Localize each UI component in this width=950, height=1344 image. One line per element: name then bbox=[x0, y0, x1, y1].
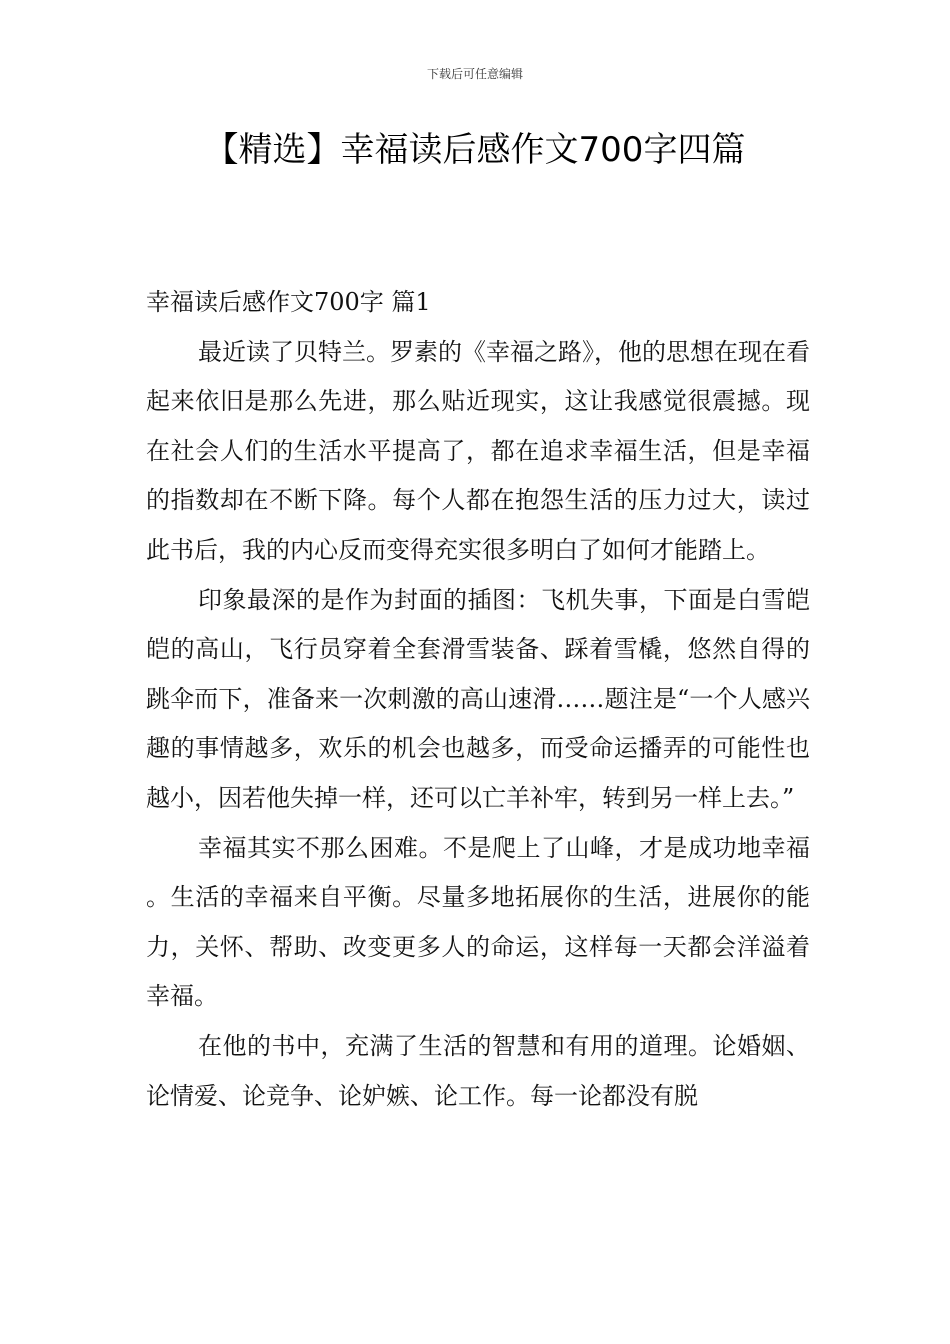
paragraph-4: 在他的书中，充满了生活的智慧和有用的道理。论婚姻、论情爱、论竞争、论妒嫉、论工作。每一论都没有脱 bbox=[146, 1031, 810, 1110]
document-body bbox=[146, 278, 810, 1121]
paragraph-3: 幸福其实不那么困难。不是爬上了山峰，才是成功地幸福。生活的幸福来自平衡。尽量多地拓展你的生活，进展你的能力，关怀、帮助、改变更多人的命运，这样每一天都会洋溢着幸福。 bbox=[146, 833, 810, 1011]
header-note: 下载后可任意编辑 bbox=[426, 67, 523, 81]
document-title: 【精选】幸福读后感作文700字四篇 bbox=[204, 130, 746, 170]
paragraph-1: 最近读了贝特兰。罗素的《幸福之路》，他的思想在现在看起来依旧是那么先进，那么贴近现实，这让我感觉很震撼。现在社会人们的生活水平提高了，都在追求幸福生活，但是幸福的指数却在不断下降。每个人都在抱怨生活的压力过大，读过此书后，我的内心反而变得充实很多明白了如何才能踏上。 bbox=[146, 337, 810, 564]
paragraph-2: 印象最深的是作为封面的插图：飞机失事，下面是白雪皑皑的高山，飞行员穿着全套滑雪装备、踩着雪橇，悠然自得的跳伞而下，准备来一次刺激的高山速滑……题注是“一个人感兴趣的事情越多，欢乐的机会也越多，而受命运播弄的可能性也越小，因若他失掉一样，还可以亡羊补牢，转到另一样上去。” bbox=[146, 585, 810, 812]
section-heading: 幸福读后感作文700字 篇1 bbox=[146, 288, 431, 316]
